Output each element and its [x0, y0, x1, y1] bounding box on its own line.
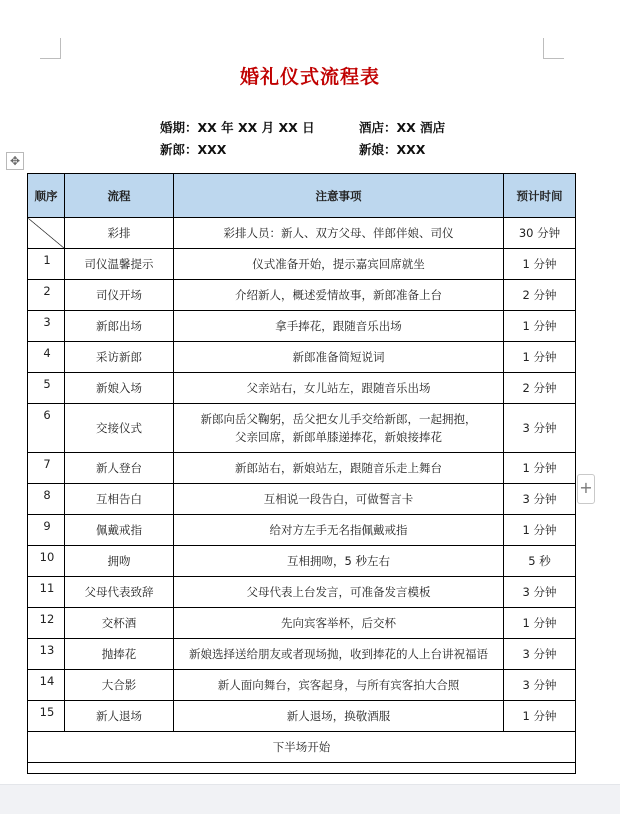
notes-cell: 仪式准备开始，提示嘉宾回席就坐: [174, 249, 504, 280]
table-row: [28, 280, 576, 311]
notes-cell: [174, 404, 504, 453]
table-row: [28, 218, 576, 249]
time-cell: 1 分钟: [504, 311, 576, 342]
step-cell: 司仪开场: [65, 280, 174, 311]
time-cell: 1 分钟: [504, 701, 576, 732]
groom-value: XXX: [197, 142, 227, 157]
table-row: [28, 546, 576, 577]
table-row: [28, 670, 576, 701]
step-cell: 交接仪式: [65, 404, 174, 453]
step-cell: 司仪温馨提示: [65, 249, 174, 280]
notes-cell: 拿手捧花，跟随音乐出场: [174, 311, 504, 342]
header-order: 顺序: [28, 174, 65, 218]
table-row: [28, 763, 576, 774]
time-cell: 3 分钟: [504, 670, 576, 701]
document-title: 婚礼仪式流程表: [239, 66, 380, 88]
notes-cell: 新娘选择送给朋友或者现场抛，收到捧花的人上台讲祝福语: [174, 639, 504, 670]
time-cell: 2 分钟: [504, 280, 576, 311]
wedding-date-label: 婚期：: [160, 120, 198, 135]
table-row: [28, 311, 576, 342]
hotel: [359, 118, 445, 136]
step-cell: 新人退场: [65, 701, 174, 732]
table-row: [28, 515, 576, 546]
step-cell: 新娘入场: [65, 373, 174, 404]
order-cell: 1: [28, 249, 65, 280]
hotel-label: 酒店：: [359, 120, 397, 135]
notes-cell: 新人退场，换敬酒服: [174, 701, 504, 732]
order-cell: 8: [28, 484, 65, 515]
time-cell: 1 分钟: [504, 608, 576, 639]
notes-cell: 父亲站右，女儿站左，跟随音乐出场: [174, 373, 504, 404]
status-bar: [0, 784, 620, 814]
time-cell: 1 分钟: [504, 453, 576, 484]
order-cell: 4: [28, 342, 65, 373]
step-cell: 采访新郎: [65, 342, 174, 373]
table-move-handle-icon[interactable]: ✥: [6, 152, 24, 170]
table-row: [28, 639, 576, 670]
header-step: 流程: [65, 174, 174, 218]
time-cell: 5 秒: [504, 546, 576, 577]
notes-line: 新郎向岳父鞠躬，岳父把女儿手交给新郎，一起拥抱，: [200, 412, 477, 426]
time-cell: 3 分钟: [504, 577, 576, 608]
step-cell: 佩戴戒指: [65, 515, 174, 546]
step-cell: 新郎出场: [65, 311, 174, 342]
page-corner-mark-top-right: [543, 38, 564, 59]
table-row: [28, 453, 576, 484]
table-header-row: [28, 174, 576, 218]
time-cell: 3 分钟: [504, 404, 576, 453]
hotel-value: XX 酒店: [396, 120, 446, 135]
page-corner-mark-top-left: [40, 38, 61, 59]
table-row: [28, 484, 576, 515]
notes-cell: 给对方左手无名指佩戴戒指: [174, 515, 504, 546]
add-column-icon[interactable]: +: [577, 474, 595, 504]
time-cell: 1 分钟: [504, 515, 576, 546]
step-cell: 拥吻: [65, 546, 174, 577]
order-cell: 2: [28, 280, 65, 311]
order-cell: 3: [28, 311, 65, 342]
order-cell: 13: [28, 639, 65, 670]
ceremony-flow-table: [27, 173, 576, 774]
time-cell: 30 分钟: [504, 218, 576, 249]
step-cell: 新人登台: [65, 453, 174, 484]
notes-line: 父亲回席，新郎单膝递捧花，新娘接捧花: [235, 430, 442, 444]
bride: [359, 140, 425, 158]
wedding-date-value: XX 年 XX 月 XX 日: [197, 120, 315, 135]
time-cell: 1 分钟: [504, 249, 576, 280]
table-row: [28, 342, 576, 373]
notes-cell: 先向宾客举杯，后交杯: [174, 608, 504, 639]
second-half-row: [28, 732, 576, 763]
bride-value: XXX: [396, 142, 426, 157]
order-cell: 11: [28, 577, 65, 608]
table-row: [28, 373, 576, 404]
table-row: [28, 608, 576, 639]
notes-cell: 新郎准备简短说词: [174, 342, 504, 373]
step-cell: 彩排: [65, 218, 174, 249]
wedding-date: [160, 118, 315, 136]
order-cell: 15: [28, 701, 65, 732]
notes-cell: 新郎站右，新娘站左，跟随音乐走上舞台: [174, 453, 504, 484]
second-half-cell: 下半场开始: [28, 732, 576, 763]
empty-cell: [28, 763, 576, 774]
order-cell: 7: [28, 453, 65, 484]
groom-label: 新郎：: [160, 142, 198, 157]
time-cell: 2 分钟: [504, 373, 576, 404]
order-cell: 6: [28, 404, 65, 453]
groom: [160, 140, 226, 158]
notes-cell: 介绍新人，概述爱情故事，新郎准备上台: [174, 280, 504, 311]
bride-label: 新娘：: [359, 142, 397, 157]
diagonal-cell: [28, 218, 65, 249]
notes-cell: 互相拥吻，5 秒左右: [174, 546, 504, 577]
notes-cell: 彩排人员：新人、双方父母、伴郎伴娘、司仪: [174, 218, 504, 249]
table-row: [28, 577, 576, 608]
step-cell: 互相告白: [65, 484, 174, 515]
order-cell: 5: [28, 373, 65, 404]
order-cell: 14: [28, 670, 65, 701]
notes-cell: 互相说一段告白，可做誓言卡: [174, 484, 504, 515]
header-notes: 注意事项: [174, 174, 504, 218]
step-cell: 大合影: [65, 670, 174, 701]
table-row: [28, 404, 576, 453]
step-cell: 交杯酒: [65, 608, 174, 639]
table-row: [28, 249, 576, 280]
step-cell: 抛捧花: [65, 639, 174, 670]
order-cell: 12: [28, 608, 65, 639]
notes-cell: 父母代表上台发言，可准备发言模板: [174, 577, 504, 608]
time-cell: 1 分钟: [504, 342, 576, 373]
notes-cell: 新人面向舞台，宾客起身，与所有宾客拍大合照: [174, 670, 504, 701]
header-time: 预计时间: [504, 174, 576, 218]
order-cell: 9: [28, 515, 65, 546]
step-cell: 父母代表致辞: [65, 577, 174, 608]
order-cell: 10: [28, 546, 65, 577]
table-row: [28, 701, 576, 732]
time-cell: 3 分钟: [504, 484, 576, 515]
time-cell: 3 分钟: [504, 639, 576, 670]
